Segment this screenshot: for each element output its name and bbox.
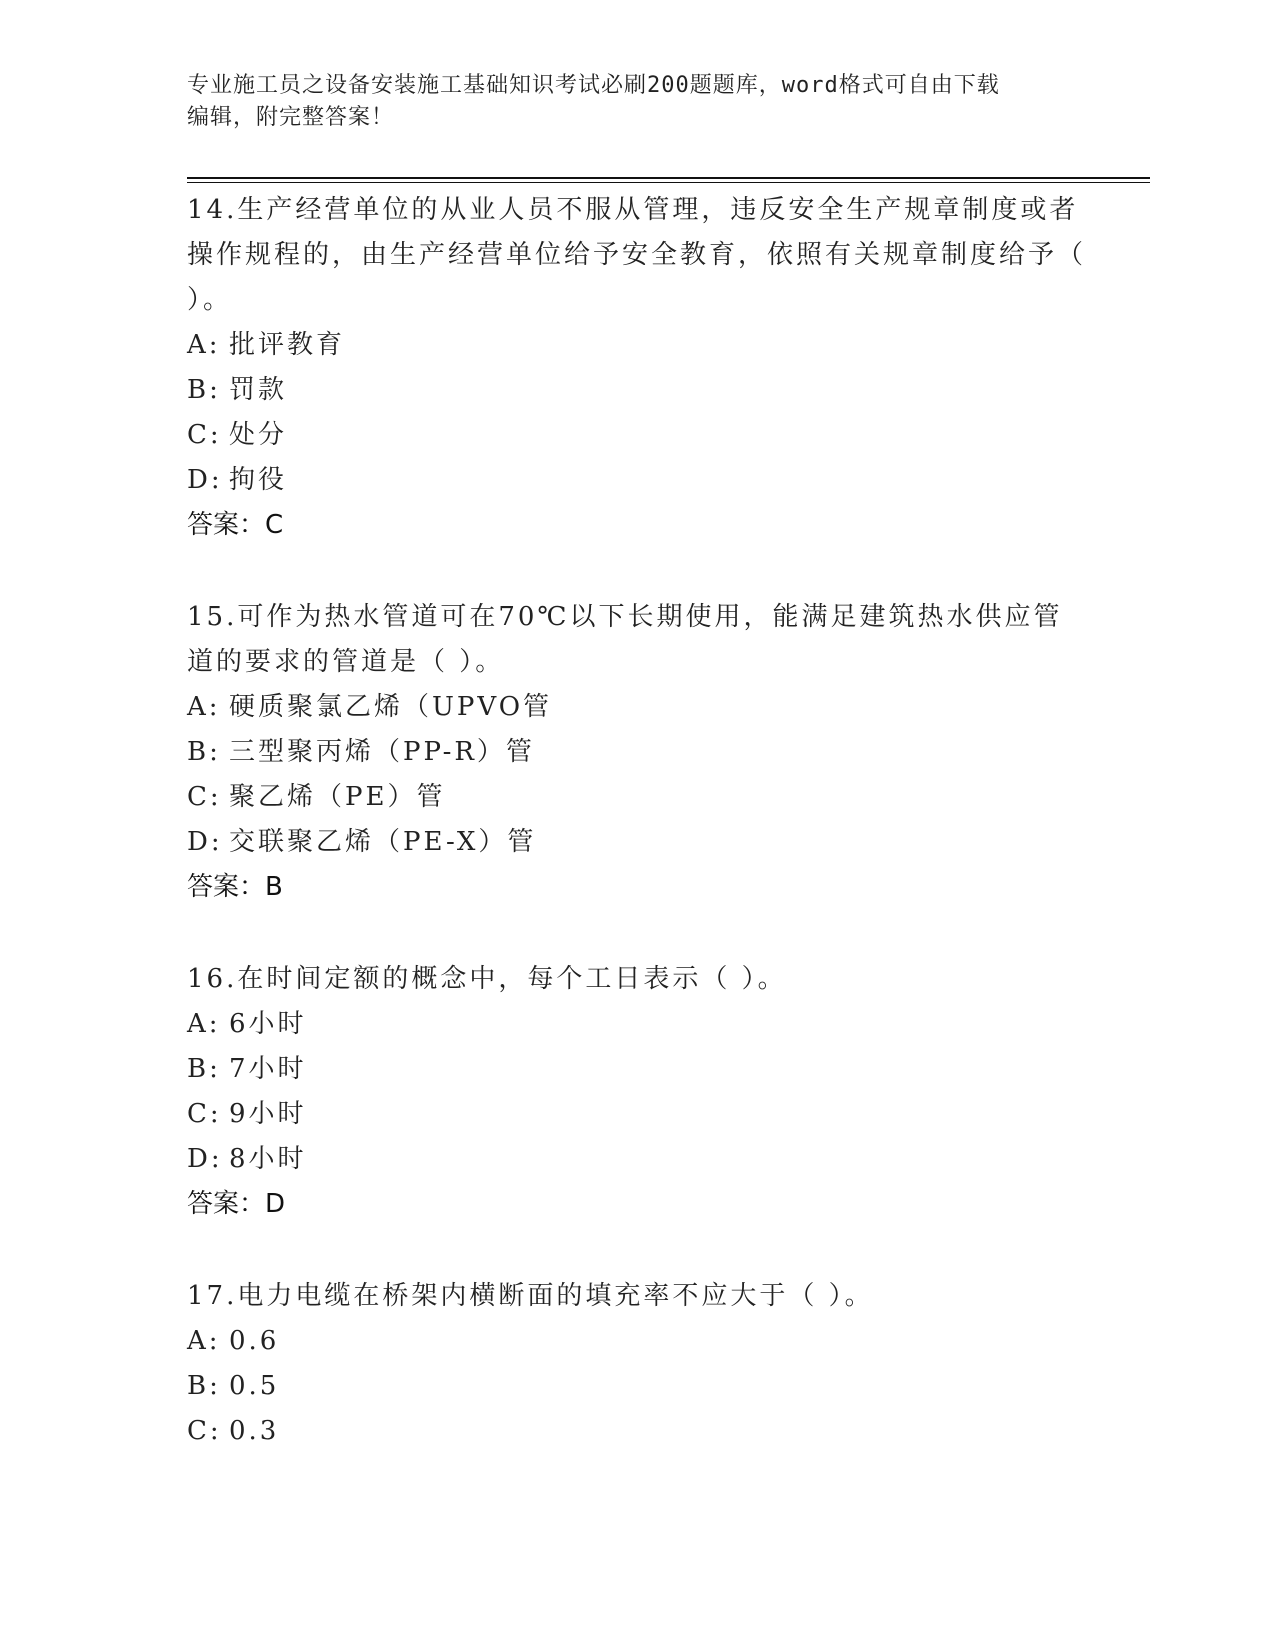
question-text: 17.电力电缆在桥架内横断面的填充率不应大于（ ）。 (187, 1281, 874, 1311)
option-letter: C: (187, 782, 222, 812)
header-divider-thick (187, 177, 1150, 179)
question-16 (187, 957, 1087, 1227)
option-b (187, 368, 1087, 413)
option-text: 0.6 (229, 1326, 280, 1356)
option-text: 三型聚丙烯（PP-R）管 (229, 737, 535, 767)
question-14 (187, 188, 1087, 548)
option-a (187, 1002, 1087, 1047)
option-letter: D: (187, 1144, 223, 1174)
question-17 (187, 1274, 1087, 1454)
option-b (187, 1364, 1087, 1409)
option-letter: B: (187, 1371, 221, 1401)
option-c (187, 1092, 1087, 1137)
option-letter: A: (187, 1326, 221, 1356)
option-letter: A: (187, 1009, 221, 1039)
option-c (187, 1409, 1087, 1454)
option-b (187, 1047, 1087, 1092)
question-15 (187, 595, 1087, 910)
option-text: 0.3 (229, 1416, 280, 1446)
option-letter: D: (187, 465, 223, 495)
option-letter: C: (187, 1416, 222, 1446)
option-b (187, 730, 1087, 775)
question-text: 15.可作为热水管道可在70℃以下长期使用，能满足建筑热水供应管道的要求的管道是（ ）。 (187, 602, 1063, 677)
option-text: 交联聚乙烯（PE-X）管 (229, 827, 537, 857)
option-letter: B: (187, 1054, 221, 1084)
option-letter: A: (187, 330, 221, 360)
question-text: 16.在时间定额的概念中，每个工日表示（ ）。 (187, 964, 787, 994)
option-text: 聚乙烯（PE）管 (229, 782, 446, 812)
question-list (187, 188, 1087, 1501)
answer-line: 答案：D (187, 1189, 286, 1219)
option-a (187, 323, 1087, 368)
option-text: 9小时 (229, 1099, 307, 1129)
option-letter: C: (187, 420, 222, 450)
option-c (187, 413, 1087, 458)
option-text: 拘役 (229, 465, 288, 495)
document-header (187, 70, 1067, 134)
option-letter: C: (187, 1099, 222, 1129)
option-text: 硬质聚氯乙烯（UPVO管 (229, 692, 553, 722)
option-d (187, 820, 1087, 865)
option-letter: B: (187, 375, 221, 405)
option-text: 处分 (229, 420, 288, 450)
option-text: 批评教育 (229, 330, 346, 360)
option-a (187, 1319, 1087, 1364)
option-text: 0.5 (229, 1371, 280, 1401)
header-line-1: 专业施工员之设备安装施工基础知识考试必刷200题题库，word格式可自由下载 (187, 73, 1000, 98)
option-text: 7小时 (229, 1054, 307, 1084)
option-c (187, 775, 1087, 820)
option-a (187, 685, 1087, 730)
option-d (187, 458, 1087, 503)
answer-line: 答案：B (187, 872, 283, 902)
question-text: 14.生产经营单位的从业人员不服从管理，违反安全生产规章制度或者操作规程的，由生产经营单位给予安全教育，依照有关规章制度给予（ ）。 (187, 195, 1087, 315)
option-text: 6小时 (229, 1009, 307, 1039)
option-letter: B: (187, 737, 221, 767)
option-d (187, 1137, 1087, 1182)
header-divider-thin (187, 182, 1150, 183)
answer-line: 答案：C (187, 510, 284, 540)
option-text: 8小时 (229, 1144, 307, 1174)
option-text: 罚款 (229, 375, 288, 405)
header-line-2: 编辑，附完整答案！ (187, 105, 395, 130)
option-letter: D: (187, 827, 223, 857)
option-letter: A: (187, 692, 221, 722)
